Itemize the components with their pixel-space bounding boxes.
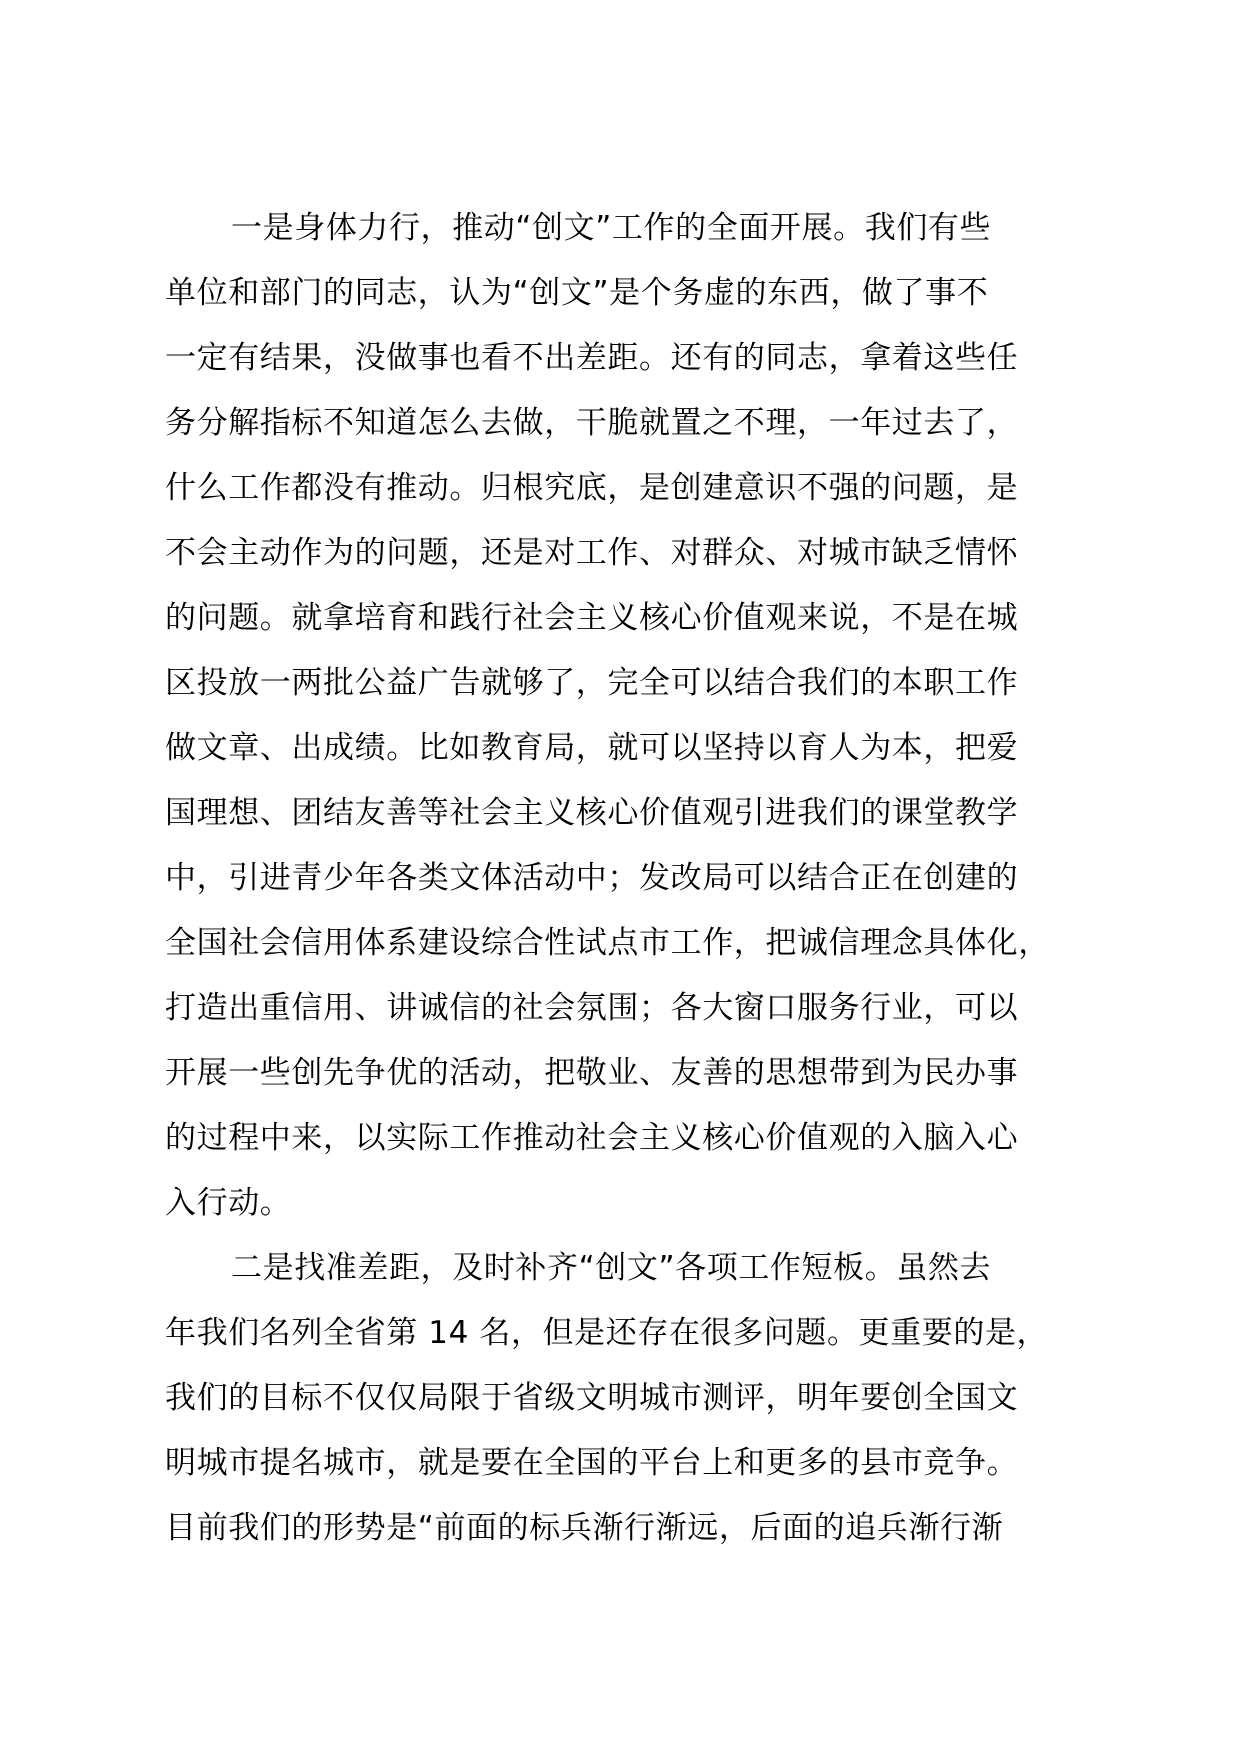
paragraph-line: 一定有结果，没做事也看不出差距。还有的同志，拿着这些任 bbox=[165, 340, 1019, 376]
paragraph-line: 二是找准差距，及时补齐“创文”各项工作短板。虽然去 bbox=[231, 1250, 992, 1286]
paragraph-line: 中，引进青少年各类文体活动中；发改局可以结合正在创建的 bbox=[165, 860, 1019, 896]
paragraph-line: 什么工作都没有推动。归根究底，是创建意识不强的问题，是 bbox=[165, 470, 1019, 506]
paragraph-line: 我们的目标不仅仅局限于省级文明城市测评，明年要创全国文 bbox=[165, 1380, 1019, 1416]
paragraph-line: 的问题。就拿培育和践行社会主义核心价值观来说，不是在城 bbox=[165, 600, 1019, 636]
paragraph-2 bbox=[165, 1236, 1085, 1561]
paragraph-line: 开展一些创先争优的活动，把敬业、友善的思想带到为民办事 bbox=[165, 1055, 1019, 1091]
paragraph-line: 单位和部门的同志，认为“创文”是个务虚的东西，做了事不 bbox=[165, 275, 989, 311]
paragraph-line: 入行动。 bbox=[165, 1185, 292, 1221]
document-body bbox=[165, 196, 1085, 1561]
paragraph-line: 国理想、团结友善等社会主义核心价值观引进我们的课堂教学 bbox=[165, 795, 1019, 831]
paragraph-line: 区投放一两批公益广告就够了，完全可以结合我们的本职工作 bbox=[165, 665, 1019, 701]
paragraph-line: 做文章、出成绩。比如教育局，就可以坚持以育人为本，把爱 bbox=[165, 730, 1019, 766]
paragraph-line: 的过程中来，以实际工作推动社会主义核心价值观的入脑入心 bbox=[165, 1120, 1019, 1156]
paragraph-line: 年我们名列全省第 14 名，但是还存在很多问题。更重要的是， bbox=[165, 1315, 1049, 1351]
paragraph-1 bbox=[165, 196, 1085, 1236]
paragraph-line: 明城市提名城市，就是要在全国的平台上和更多的县市竞争。 bbox=[165, 1445, 1019, 1481]
paragraph-line: 目前我们的形势是“前面的标兵渐行渐远，后面的追兵渐行渐 bbox=[165, 1510, 1004, 1546]
paragraph-line: 一是身体力行，推动“创文”工作的全面开展。我们有些 bbox=[231, 210, 992, 246]
paragraph-line: 不会主动作为的问题，还是对工作、对群众、对城市缺乏情怀 bbox=[165, 535, 1019, 571]
paragraph-line: 务分解指标不知道怎么去做，干脆就置之不理，一年过去了， bbox=[165, 405, 1019, 441]
paragraph-line: 打造出重信用、讲诚信的社会氛围；各大窗口服务行业，可以 bbox=[165, 990, 1019, 1026]
paragraph-line: 全国社会信用体系建设综合性试点市工作，把诚信理念具体化， bbox=[165, 925, 1050, 961]
